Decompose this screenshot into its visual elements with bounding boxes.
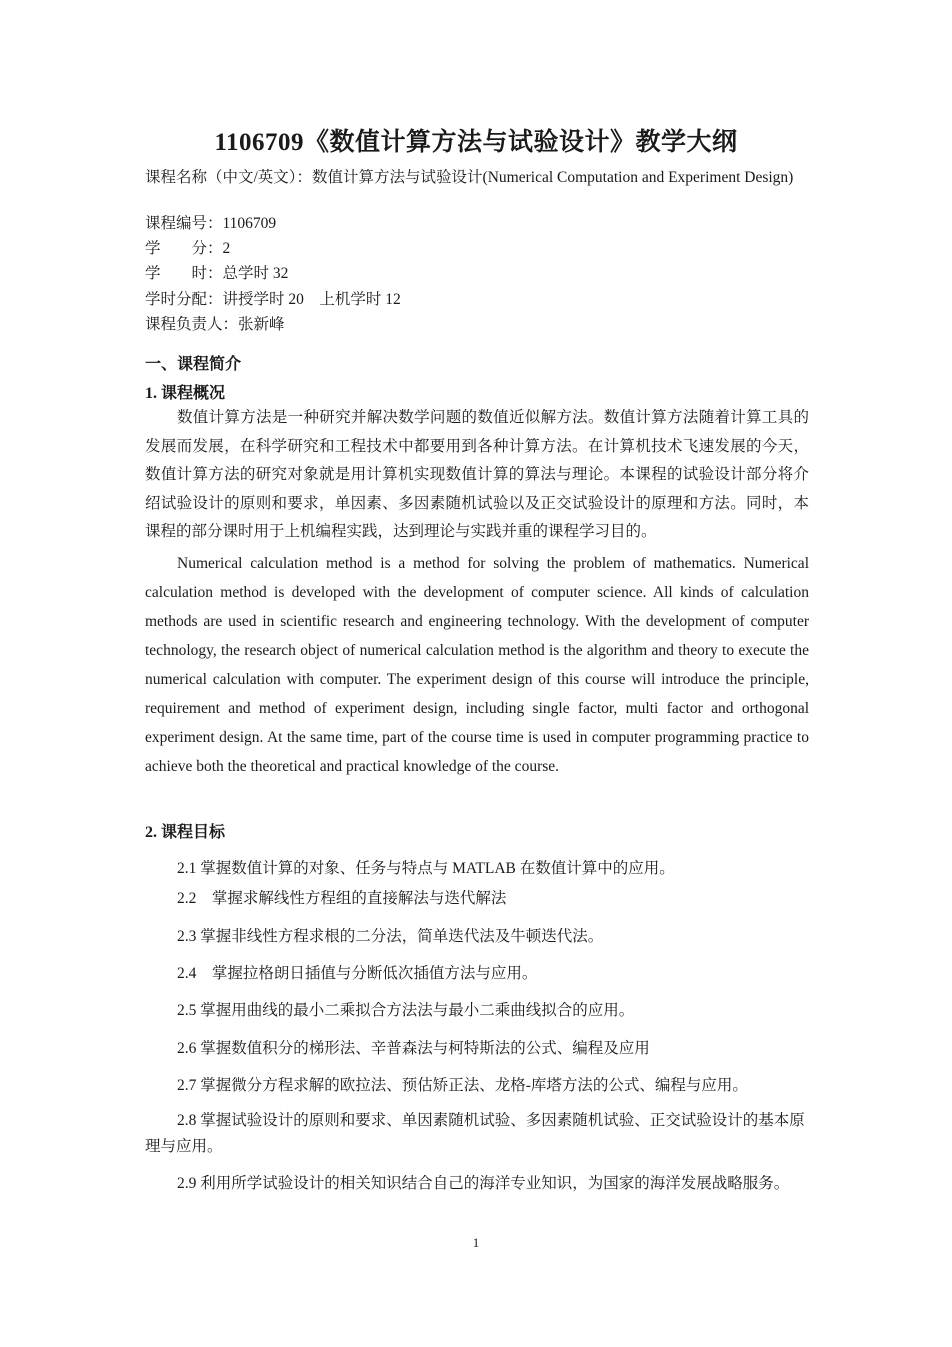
goal-item: 2.7 掌握微分方程求解的欧拉法、预估矫正法、龙格-库塔方法的公式、编程与应用。	[177, 1077, 748, 1094]
subsection-heading-overview: 1. 课程概况	[145, 385, 226, 402]
overview-paragraph-cn: 数值计算方法是一种研究并解决数学问题的数值近似解方法。数值计算方法随着计算工具的发展而发展，在科学研究和工程技术中都要用到各种计算方法。在计算机技术飞速发展的今天，数值计算方法的研究对象就是用计算机实现数值计算的算法与理论。本课程的试验设计部分将介绍试验设计的原则和要求，单因素、多因素随机试验以及正交试验设计的原理和方法。同时，本课程的部分课时用于上机编程实践，达到理论与实践并重的课程学习目的。	[145, 409, 809, 541]
course-name: 课程名称（中文/英文）：数值计算方法与试验设计(Numerical Computation and Experiment Design)	[145, 169, 794, 186]
goal-item: 2.8 掌握试验设计的原则和要求、单因素随机试验、多因素随机试验、正交试验设计的基本原理与应用。	[145, 1112, 805, 1155]
goal-item: 2.2 掌握求解线性方程组的直接解法与迭代解法	[177, 890, 507, 907]
overview-paragraph-en: Numerical calculation method is a method for solving the problem of mathematics. Numerical calculation method is developed with the development of computer science. All kinds of calculation methods are used in scientific research and engineering technology. With the development of computer technology, the research object of numerical calculation method is the algorithm and theory to execute the numerical calculation with computer. The experiment design of this course will introduce the principle, requirement and method of experiment design, including single factor, multi factor and orthogonal experiment design. At the same time, part of the course time is used in computer programming practice to achieve both the theoretical and practical knowledge of the course.	[145, 555, 809, 775]
subsection-heading-goals: 2. 课程目标	[145, 824, 226, 841]
goal-item: 2.3 掌握非线性方程求根的二分法，简单迭代法及牛顿迭代法。	[177, 928, 604, 945]
page-number: 1	[472, 1235, 480, 1250]
course-instructor: 课程负责人：张新峰	[145, 316, 285, 333]
goal-item: 2.1 掌握数值计算的对象、任务与特点与 MATLAB 在数值计算中的应用。	[177, 860, 675, 877]
course-code: 课程编号：1106709	[145, 215, 277, 232]
goal-item: 2.5 掌握用曲线的最小二乘拟合方法法与最小二乘曲线拟合的应用。	[177, 1002, 635, 1019]
goal-item: 2.6 掌握数值积分的梯形法、辛普森法与柯特斯法的公式、编程及应用	[177, 1040, 650, 1057]
goal-item: 2.4 掌握拉格朗日插值与分断低次插值方法与应用。	[177, 965, 538, 982]
section-heading-intro: 一、课程简介	[145, 356, 242, 373]
page-title: 1106709《数值计算方法与试验设计》教学大纲	[214, 129, 738, 156]
goal-item: 2.9 利用所学试验设计的相关知识结合自己的海洋专业知识，为国家的海洋发展战略服务。	[177, 1175, 790, 1192]
course-credits: 学 分：2	[145, 240, 231, 257]
course-hours: 学 时：总学时 32	[145, 265, 289, 282]
course-hours-split: 学时分配：讲授学时 20 上机学时 12	[145, 291, 401, 308]
